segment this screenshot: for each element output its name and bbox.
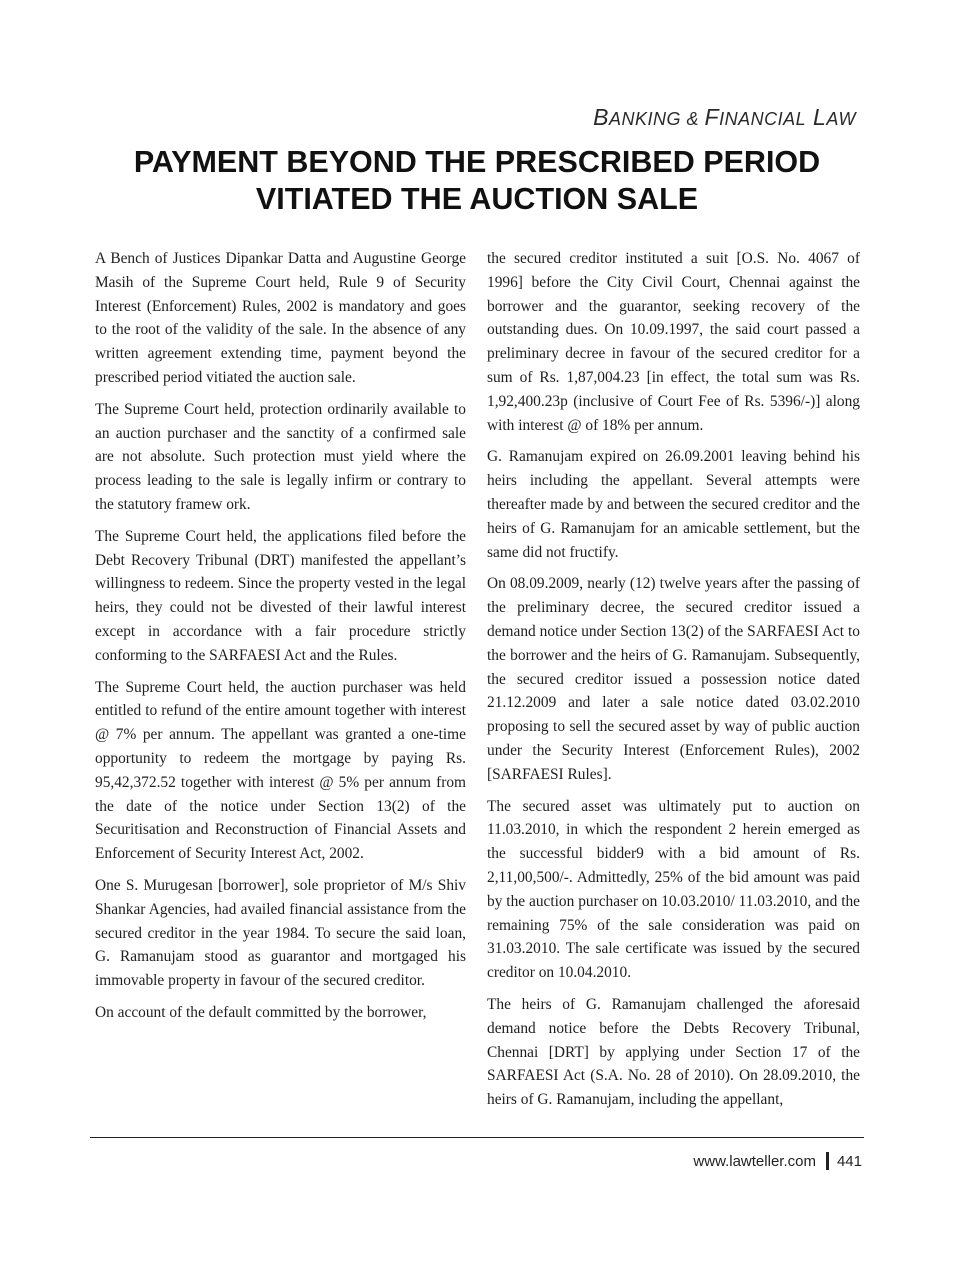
section-header-ampersand: & xyxy=(681,109,705,129)
paragraph: The secured asset was ultimately put to auction on 11.03.2010, in which the respondent 2 herein emerged as the successful bidder9 with a bid amount of Rs. 2,11,00,500/-. Admittedly, 25% of the bid amount was paid by the auction purchaser on 10.03.2010/ 11.03.2010, and the remaining 75% of the sale consideration was paid on 31.03.2010. The sale certificate was issued by the secured creditor on 10.04.2010. xyxy=(487,797,860,982)
section-header-smallcaps: ANKING xyxy=(609,109,682,129)
page-footer xyxy=(693,1152,862,1170)
paragraph: The Supreme Court held, the applications filed before the Debt Recovery Tribunal (DRT) manifested the appellant’s willingness to redeem. Since the property vested in the legal heirs, they could not be divested of their lawful interest except in accordance with a fair procedure strictly conforming to the SARFAESI Act and the Rules. xyxy=(95,527,466,664)
left-column xyxy=(95,247,466,1033)
paragraph: The Supreme Court held, the auction purchaser was held entitled to refund of the entire amount together with interest @ 7% per annum. The appellant was granted a one-time opportunity to redeem the mortgage by paying Rs. 95,42,372.52 together with interest @ 5% per annum from the date of the notice under Section 13(2) of the Securitisation and Reconstruction of Financial Assets and Enforcement of Security Interest Act, 2002. xyxy=(95,678,466,863)
section-header-letter: F xyxy=(704,104,720,130)
section-header-letter: L xyxy=(806,104,827,130)
paragraph: The heirs of G. Ramanujam challenged the aforesaid demand notice before the Debts Recovery Tribunal, Chennai [DRT] by applying under Section 17 of the SARFAESI Act (S.A. No. 28 of 2010). On 28.09.2010, the heirs of G. Ramanujam, including the appellant, xyxy=(487,995,860,1109)
article-title xyxy=(90,144,864,218)
paragraph: One S. Murugesan [borrower], sole proprietor of M/s Shiv Shankar Agencies, had availed financial assistance from the secured creditor in the year 1984. To secure the said loan, G. Ramanujam stood as guarantor and mortgaged his immovable property in favour of the secured creditor. xyxy=(95,876,466,990)
paragraph: G. Ramanujam expired on 26.09.2001 leaving behind his heirs including the appellant. Several attempts were thereafter made by and between the secured creditor and the heirs of G. Ramanujam for an amicable settlement, but the same did not fructify. xyxy=(487,448,860,561)
article-title-line: PAYMENT BEYOND THE PRESCRIBED PERIOD xyxy=(133,145,821,179)
section-header-smallcaps: INANCIAL xyxy=(719,109,807,129)
footer-divider xyxy=(90,1137,864,1138)
paragraph: A Bench of Justices Dipankar Datta and Augustine George Masih of the Supreme Court held, Rule 9 of Security Interest (Enforcement) Rules, 2002 is mandatory and goes to the root of the validity of the sale. In the absence of any written agreement extending time, payment beyond the prescribed period vitiated the auction sale. xyxy=(95,250,466,386)
paragraph: the secured creditor instituted a suit [O.S. No. 4067 of 1996] before the City Civil Court, Chennai against the borrower and the guarantor, seeking recovery of the outstanding dues. On 10.09.1997, the said court passed a preliminary decree in favour of the secured creditor for a sum of Rs. 1,87,004.23 [in effect, the total sum was Rs. 1,92,400.23p (inclusive of Court Fee of Rs. 5396/-)] along with interest @ of 18% per annum. xyxy=(487,250,860,434)
paragraph: On account of the default committed by the borrower, xyxy=(95,1003,427,1021)
footer-separator xyxy=(826,1152,829,1170)
section-header-letter: B xyxy=(593,104,610,130)
website-link[interactable]: www.lawteller.com xyxy=(693,1152,816,1170)
right-column xyxy=(487,247,860,1120)
article-title-line: VITIATED THE AUCTION SALE xyxy=(255,182,699,216)
paragraph: On 08.09.2009, nearly (12) twelve years after the passing of the preliminary decree, the secured creditor issued a demand notice under Section 13(2) of the SARFAESI Act to the borrower and the heirs of G. Ramanujam. Subsequently, the secured creditor issued a possession notice dated 21.12.2009 and later a sale notice dated 03.02.2010 proposing to sell the secured asset by way of public auction under the Security Interest (Enforcement Rules), 2002 [SARFAESI Rules]. xyxy=(487,575,860,783)
paragraph: The Supreme Court held, protection ordinarily available to an auction purchaser and the sanctity of a confirmed sale are not absolute. Such protection must yield where the process leading to the sale is legally infirm or contrary to the statutory framew ork. xyxy=(95,400,466,513)
section-header xyxy=(593,104,856,131)
page-number: 441 xyxy=(836,1152,862,1170)
section-header-smallcaps: AW xyxy=(826,109,856,129)
